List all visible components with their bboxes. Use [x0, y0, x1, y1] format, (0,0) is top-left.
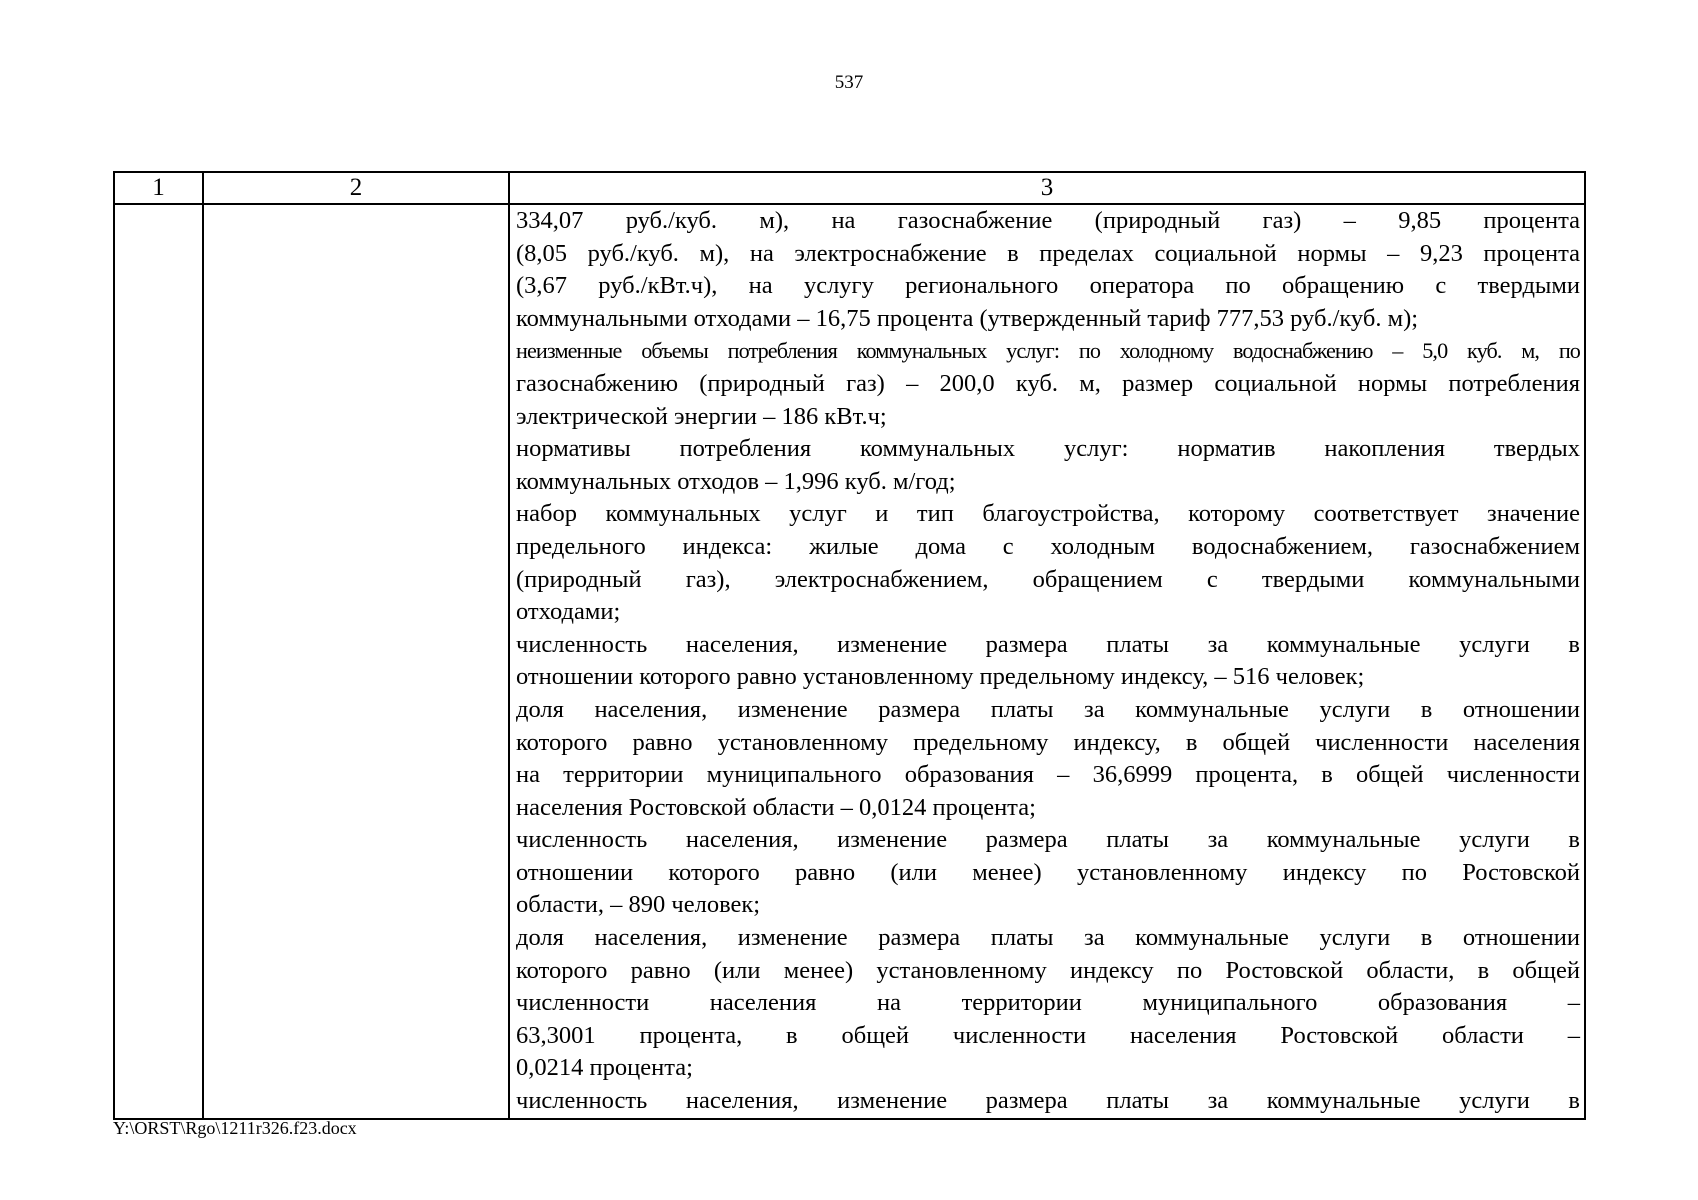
- paragraph-line: отношении которого равно установленному предельному индексу, – 516 человек;: [516, 663, 1365, 691]
- paragraph-line: численность населения, изменение размера платы за коммунальные услуги в: [516, 826, 1580, 854]
- paragraph-line: 63,3001 процента, в общей численности населения Ростовской области –: [516, 1021, 1580, 1049]
- paragraph: [516, 824, 1580, 922]
- footer-file-path: Y:\ORST\Rgo\1211r326.f23.docx: [113, 1118, 357, 1138]
- cell-col-1: [114, 204, 203, 1119]
- paragraph-line: коммунальными отходами – 16,75 процента (утвержденный тариф 777,53 руб./куб. м);: [516, 304, 1419, 332]
- paragraph-line: на территории муниципального образования – 36,6999 процента, в общей численности: [516, 761, 1580, 789]
- paragraph-line: численности населения на территории муниципального образования –: [516, 989, 1580, 1017]
- paragraph: [516, 694, 1580, 824]
- paragraph-line: набор коммунальных услуг и тип благоустройства, которому соответствует значение: [516, 500, 1580, 528]
- paragraph-line: нормативы потребления коммунальных услуг: норматив накопления твердых: [516, 435, 1580, 463]
- paragraph-line: доля населения, изменение размера платы за коммунальные услуги в отношении: [516, 695, 1580, 723]
- paragraph: [516, 1085, 1580, 1118]
- paragraph: [516, 433, 1580, 498]
- paragraph-line: коммунальных отходов – 1,996 куб. м/год;: [516, 467, 956, 495]
- header-col-1: 1: [114, 172, 203, 204]
- paragraph-line: газоснабжению (природный газ) – 200,0 куб. м, размер социальной нормы потребления: [516, 369, 1580, 397]
- paragraph-line: области, – 890 человек;: [516, 891, 761, 919]
- header-col-2: 2: [203, 172, 509, 204]
- paragraph-line: численность населения, изменение размера платы за коммунальные услуги в: [516, 630, 1580, 658]
- paragraph-line: предельного индекса: жилые дома с холодным водоснабжением, газоснабжением: [516, 532, 1580, 560]
- table-row: [114, 204, 1585, 1119]
- paragraph-line: численность населения, изменение размера платы за коммунальные услуги в: [516, 1087, 1580, 1115]
- paragraph: [516, 922, 1580, 1085]
- paragraph-list: [516, 205, 1580, 1118]
- document-table: [113, 171, 1586, 1120]
- paragraph-line: (3,67 руб./кВт.ч), на услугу регионального оператора по обращению с твердыми: [516, 272, 1580, 300]
- paragraph-line: доля населения, изменение размера платы за коммунальные услуги в отношении: [516, 924, 1580, 952]
- paragraph-line: неизменные объемы потребления коммунальных услуг: по холодному водоснабжению – 5,0 куб. м, по: [516, 338, 1580, 364]
- page-number: 537: [834, 72, 864, 93]
- paragraph-line: 334,07 руб./куб. м), на газоснабжение (природный газ) – 9,85 процента: [516, 207, 1580, 234]
- paragraph: [516, 498, 1580, 628]
- table-header-row: [114, 172, 1585, 204]
- paragraph: [516, 629, 1580, 694]
- paragraph-line: которого равно установленному предельному индексу, в общей численности населения: [516, 728, 1580, 756]
- header-col-3: 3: [509, 172, 1585, 204]
- paragraph-line: (природный газ), электроснабжением, обращением с твердыми коммунальными: [516, 565, 1580, 593]
- paragraph-line: (8,05 руб./куб. м), на электроснабжение в пределах социальной нормы – 9,23 процента: [516, 239, 1580, 267]
- paragraph-line: отношении которого равно (или менее) установленному индексу по Ростовской: [516, 858, 1580, 886]
- paragraph-line: электрической энергии – 186 кВт.ч;: [516, 402, 887, 430]
- paragraph: [516, 205, 1580, 335]
- paragraph-line: которого равно (или менее) установленному индексу по Ростовской области, в общей: [516, 956, 1580, 984]
- paragraph-line: населения Ростовской области – 0,0124 процента;: [516, 793, 1036, 821]
- paragraph-line: 0,0214 процента;: [516, 1054, 693, 1082]
- cell-col-3: [509, 204, 1585, 1119]
- cell-col-2: [203, 204, 509, 1119]
- paragraph-line: отходами;: [516, 598, 621, 626]
- paragraph: [516, 335, 1580, 433]
